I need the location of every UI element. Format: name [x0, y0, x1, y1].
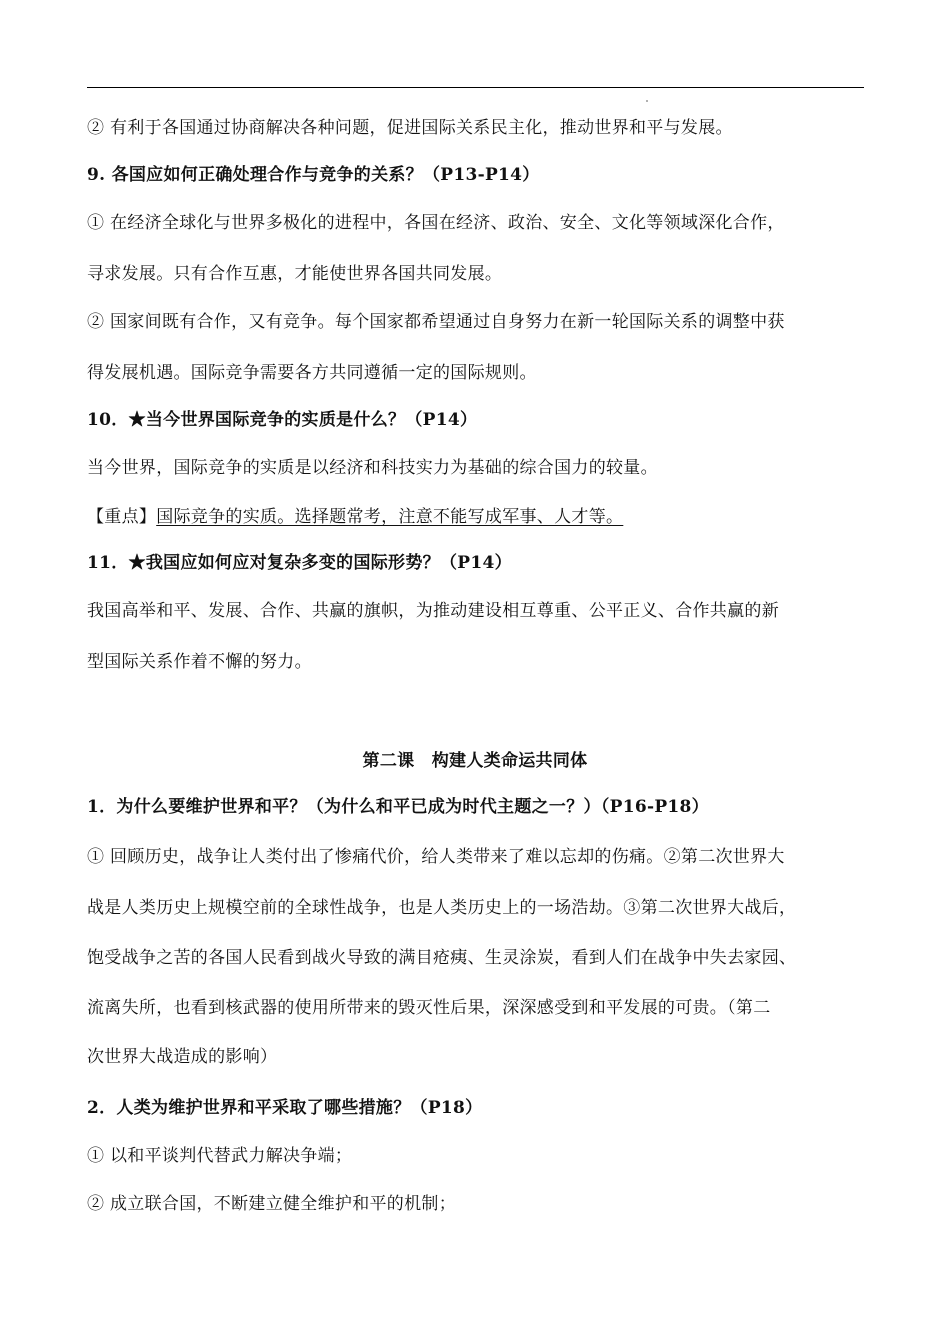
paragraph-line: ② 国家间既有合作，又有竞争。每个国家都希望通过自身努力在新一轮国际关系的调整中获 — [87, 312, 785, 332]
question-10-title: 10．★当今世界国际竞争的实质是什么？（P14） — [87, 410, 478, 430]
paragraph-line: 次世界大战造成的影响） — [87, 1047, 278, 1067]
part-2-title: 2．人类为维护世界和平采取了哪些措施？（P18） — [87, 1098, 483, 1118]
paragraph-line: 流离失所，也看到核武器的使用所带来的毁灭性后果，深深感受到和平发展的可贵。（第二 — [87, 998, 771, 1018]
paragraph-line: 型国际关系作着不懈的努力。 — [87, 652, 312, 672]
paragraph-line: ② 成立联合国，不断建立健全维护和平的机制； — [87, 1194, 457, 1214]
header-rule — [87, 87, 864, 88]
paragraph-line: ① 在经济全球化与世界多极化的进程中，各国在经济、政治、安全、文化等领域深化合作， — [87, 213, 785, 233]
paragraph-line: 我国高举和平、发展、合作、共赢的旗帜，为推动建设相互尊重、公平正义、合作共赢的新 — [87, 601, 779, 621]
paragraph-line: ② 有利于各国通过协商解决各种问题，促进国际关系民主化，推动世界和平与发展。 — [87, 118, 733, 138]
paragraph-line: ① 回顾历史，战争让人类付出了惨痛代价，给人类带来了难以忘却的伤痛。②第二次世界大 — [87, 847, 785, 867]
question-9-title: 9. 各国应如何正确处理合作与竞争的关系？（P13-P14） — [87, 165, 540, 185]
lesson-title: 第二课 构建人类命运共同体 — [362, 751, 588, 771]
paragraph-line: 饱受战争之苦的各国人民看到战火导致的满目疮痍、生灵涂炭，看到人们在战争中失去家园、 — [87, 948, 797, 968]
part-1-title: 1．为什么要维护世界和平？（为什么和平已成为时代主题之一？）（P16-P18） — [87, 797, 709, 817]
key-point-line — [87, 506, 623, 528]
paragraph-line: ① 以和平谈判代替武力解决争端； — [87, 1146, 353, 1166]
key-point-text: 国际竞争的实质。选择题常考，注意不能写成军事、人才等。 — [156, 507, 624, 527]
speck — [646, 100, 648, 102]
question-11-title: 11．★我国应如何应对复杂多变的国际形势？（P14） — [87, 553, 512, 573]
paragraph-line: 当今世界，国际竞争的实质是以经济和科技实力为基础的综合国力的较量。 — [87, 458, 658, 478]
paragraph-line: 得发展机遇。国际竞争需要各方共同遵循一定的国际规则。 — [87, 363, 537, 383]
paragraph-line: 寻求发展。只有合作互惠，才能使世界各国共同发展。 — [87, 264, 503, 284]
key-point-label: 【重点】 — [87, 507, 157, 527]
paragraph-line: 战是人类历史上规模空前的全球性战争，也是人类历史上的一场浩劫。③第二次世界大战后， — [87, 898, 797, 918]
